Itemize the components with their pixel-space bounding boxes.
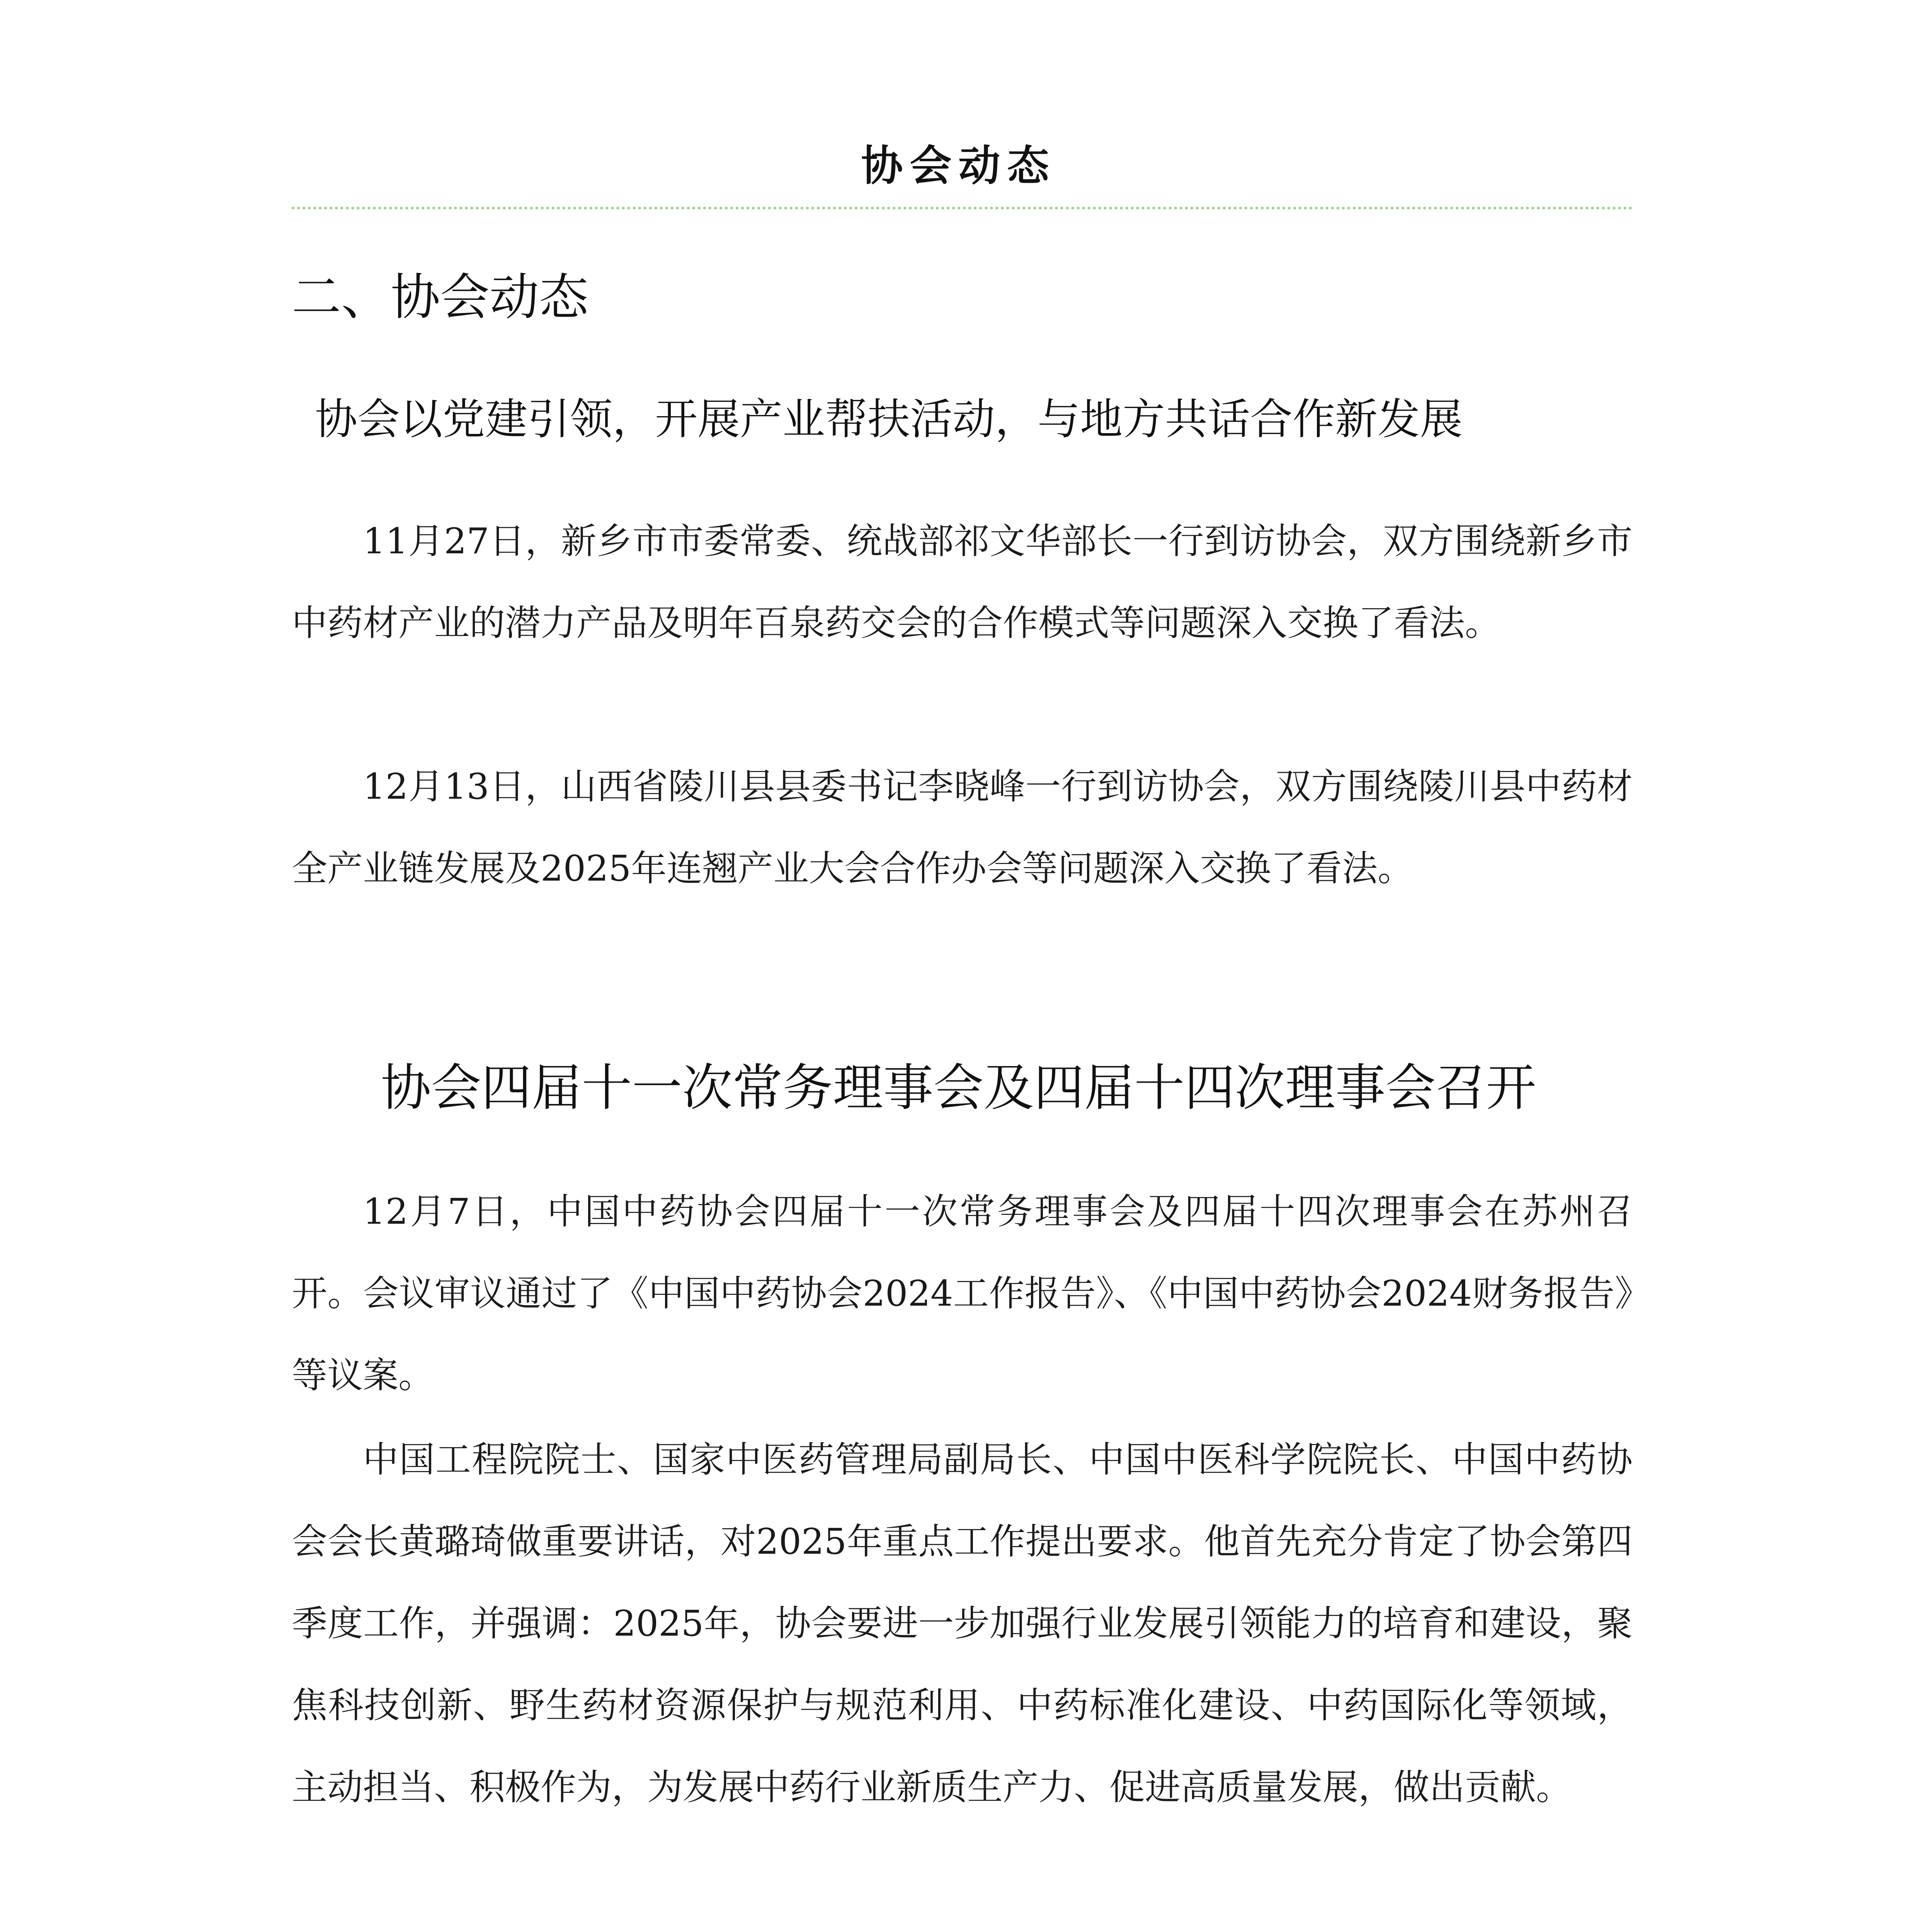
article-paragraph: 12月13日，山西省陵川县县委书记李晓峰一行到访协会，双方围绕陵川县中药材全产业链发展及2025年连翘产业大会合作办会等问题深入交换了看法。 bbox=[292, 766, 1633, 889]
section-title: 二、协会动态 bbox=[292, 269, 589, 326]
article-paragraph: 11月27日，新乡市市委常委、统战部祁文华部长一行到访协会，双方围绕新乡市中药材产业的潜力产品及明年百泉药交会的合作模式等问题深入交换了看法。 bbox=[292, 520, 1633, 644]
article-title-party-building: 协会以党建引领，开展产业帮扶活动，与地方共话合作新发展 bbox=[315, 395, 1463, 444]
article-paragraph: 12月7日，中国中药协会四届十一次常务理事会及四届十四次理事会在苏州召开。会议审议通过了《中国中药协会2024工作报告》、《中国中药协会2024财务报告》等议案。 bbox=[292, 1191, 1633, 1396]
article-paragraph: 中国工程院院士、国家中医药管理局副局长、中国中医科学院院长、中国中药协会会长黄璐琦做重要讲话，对2025年重点工作提出要求。他首先充分肯定了协会第四季度工作，并强调：2025年，协会要进一步加强行业发展引领能力的培育和建设，聚焦科技创新、野生药材资源保护与规范利用、中药标准化建设、中药国际化等领域，主动担当、积极作为，为发展中药行业新质生产力、促进高质量发展，做出贡献。 bbox=[292, 1439, 1633, 1808]
header-divider bbox=[292, 207, 1633, 209]
running-header-title: 协会动态 bbox=[861, 142, 1056, 190]
article-title-council-meeting: 协会四届十一次常务理事会及四届十四次理事会召开 bbox=[381, 1058, 1536, 1117]
